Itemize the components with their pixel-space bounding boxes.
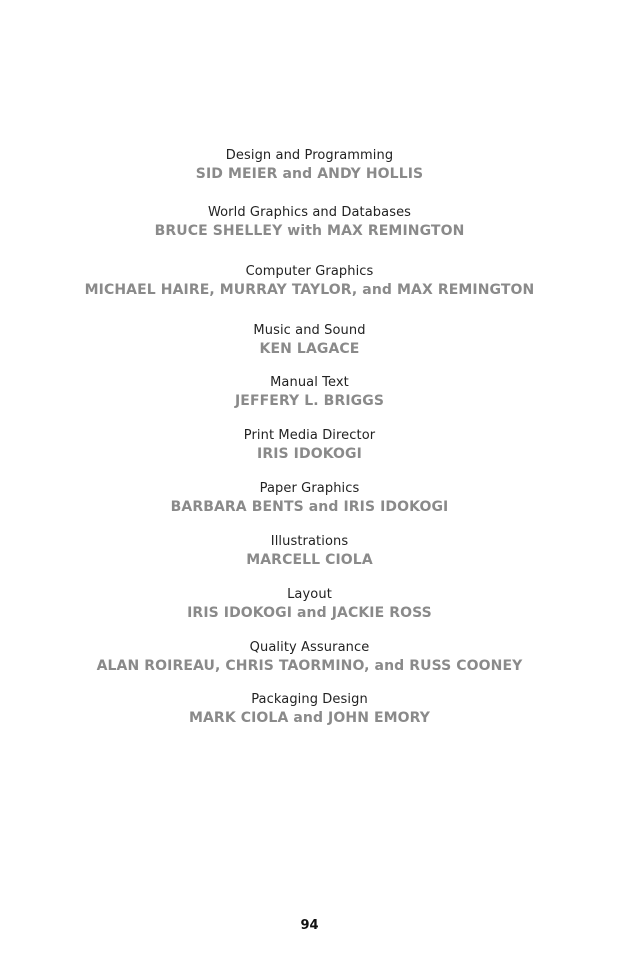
credit-print-media bbox=[0, 428, 619, 463]
credit-role: Paper Graphics bbox=[259, 481, 360, 496]
credit-world-graphics bbox=[0, 205, 619, 240]
credit-role: World Graphics and Databases bbox=[207, 205, 412, 220]
credit-role: Design and Programming bbox=[225, 148, 394, 163]
credit-packaging-design bbox=[0, 692, 619, 727]
page-number: 94 bbox=[300, 918, 319, 933]
credit-role: Computer Graphics bbox=[245, 264, 374, 279]
credit-role: Packaging Design bbox=[251, 692, 368, 707]
credit-names: KEN LAGACE bbox=[259, 341, 360, 357]
credit-music-sound bbox=[0, 323, 619, 358]
credit-names: BRUCE SHELLEY with MAX REMINGTON bbox=[154, 223, 465, 239]
credit-names: MARK CIOLA and JOHN EMORY bbox=[188, 710, 431, 726]
credit-paper-graphics bbox=[0, 481, 619, 516]
credit-names: ALAN ROIREAU, CHRIS TAORMINO, and RUSS COONEY bbox=[96, 658, 523, 674]
credit-names: SID MEIER and ANDY HOLLIS bbox=[195, 166, 424, 182]
credit-names: IRIS IDOKOGI bbox=[257, 446, 362, 462]
credit-layout bbox=[0, 587, 619, 622]
credit-role: Manual Text bbox=[270, 375, 349, 390]
credit-names: IRIS IDOKOGI and JACKIE ROSS bbox=[187, 605, 432, 621]
credit-quality-assurance bbox=[0, 640, 619, 675]
credit-role: Illustrations bbox=[270, 534, 349, 549]
credit-names: MARCELL CIOLA bbox=[246, 552, 373, 568]
credit-illustrations bbox=[0, 534, 619, 569]
credit-role: Print Media Director bbox=[243, 428, 376, 443]
credit-computer-graphics bbox=[0, 264, 619, 299]
credit-names: BARBARA BENTS and IRIS IDOKOGI bbox=[170, 499, 449, 515]
credit-manual-text bbox=[0, 375, 619, 410]
credit-role: Quality Assurance bbox=[249, 640, 370, 655]
credit-names: JEFFERY L. BRIGGS bbox=[234, 393, 385, 409]
credit-role: Music and Sound bbox=[253, 323, 366, 338]
credit-names: MICHAEL HAIRE, MURRAY TAYLOR, and MAX REMINGTON bbox=[84, 282, 535, 298]
credit-role: Layout bbox=[287, 587, 332, 602]
credit-design-programming bbox=[0, 148, 619, 183]
